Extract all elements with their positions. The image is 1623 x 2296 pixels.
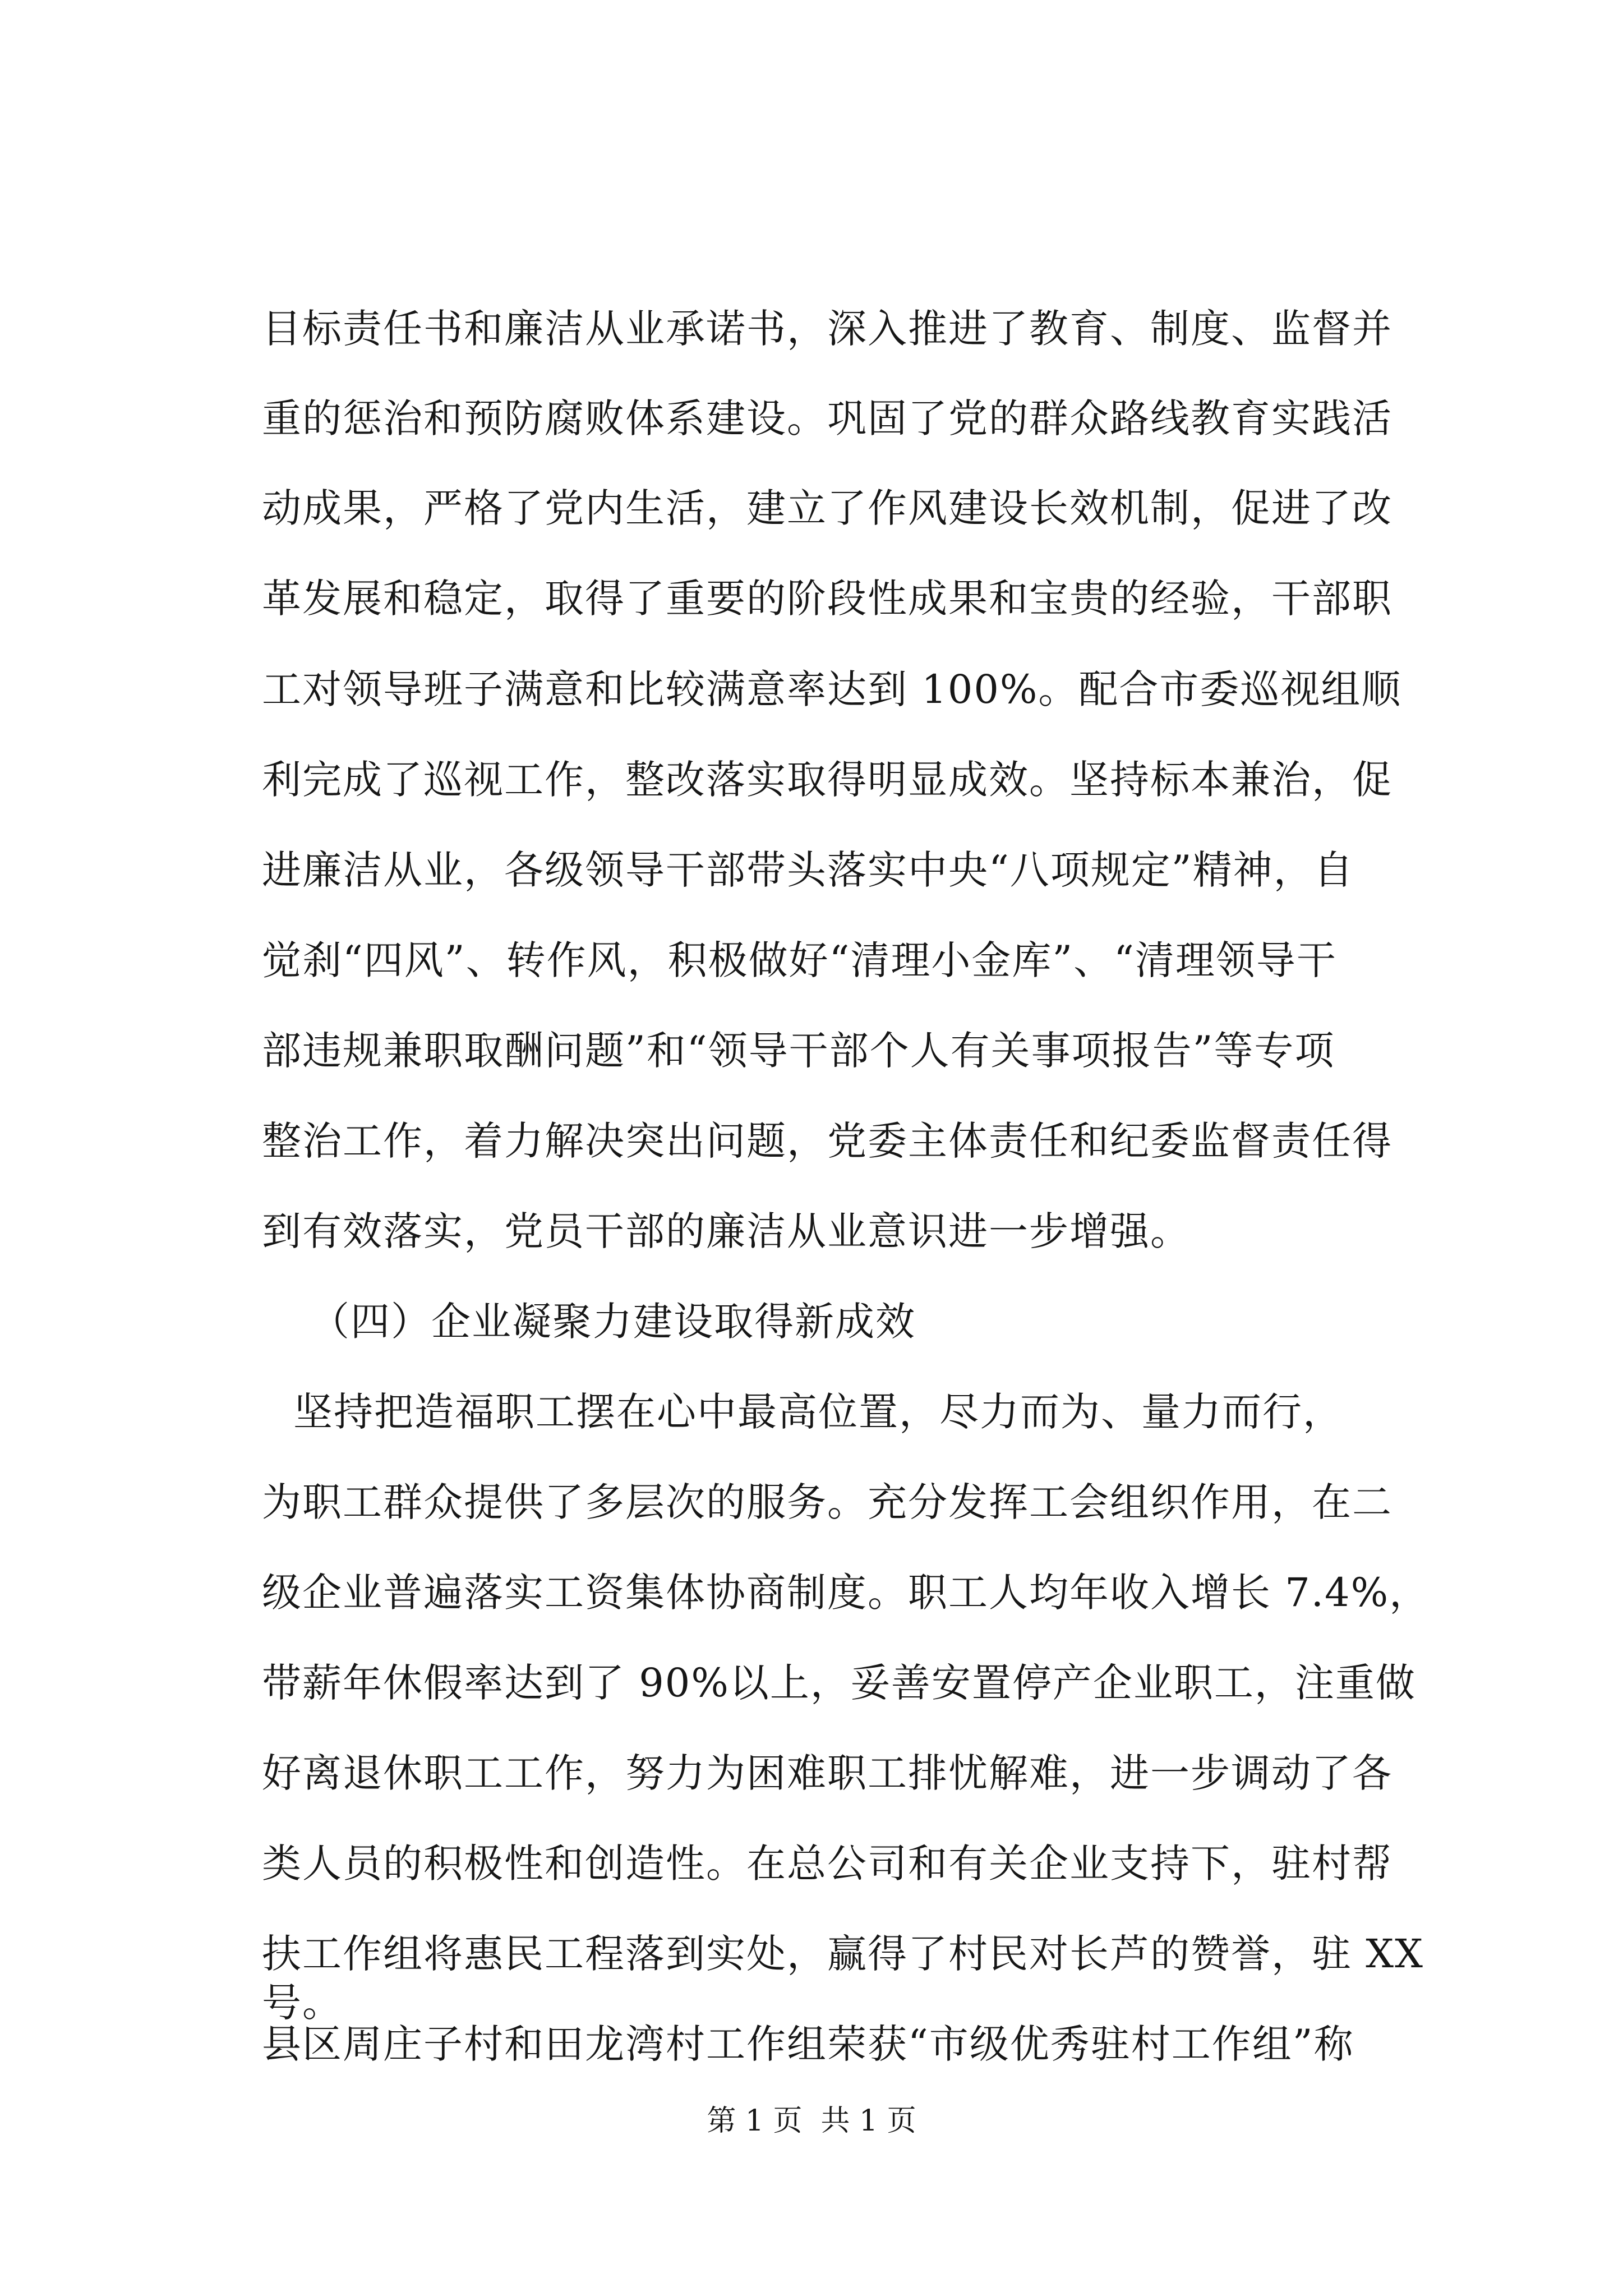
paragraph-1-line-10: 整治工作，着力解决突出问题，党委主体责任和纪委监督责任得 (262, 1118, 1393, 1164)
paragraph-1-line-11: 到有效落实，党员干部的廉洁从业意识进一步增强。 (262, 1208, 1191, 1254)
paragraph-1-line-6: 利完成了巡视工作，整改落实取得明显成效。坚持标本兼治，促 (262, 757, 1393, 803)
paragraph-2-line-9: 号。 (262, 1980, 343, 2026)
paragraph-2-line-1: 坚持把造福职工摆在心中最高位置，尽力而为、量力而行， (293, 1389, 1343, 1435)
paragraph-2-line-7: 扶工作组将惠民工程落到实处，赢得了村民对长芦的赞誉，驻 XX (262, 1931, 1424, 1977)
paragraph-1-line-2: 重的惩治和预防腐败体系建设。巩固了党的群众路线教育实践活 (262, 395, 1393, 441)
page-number-footer: 第 1 页 共 1 页 (707, 2104, 916, 2138)
paragraph-2-line-5: 好离退休职工工作，努力为困难职工排忧解难，进一步调动了各 (262, 1750, 1393, 1796)
paragraph-1-line-9: 部违规兼职取酬问题”和“领导干部个人有关事项报告”等专项 (262, 1028, 1335, 1074)
paragraph-2-line-6: 类人员的积极性和创造性。在总公司和有关企业支持下，驻村帮 (262, 1841, 1393, 1887)
paragraph-2-line-4: 带薪年休假率达到了 90%以上，妥善安置停产企业职工，注重做 (262, 1660, 1416, 1706)
paragraph-1-line-5: 工对领导班子满意和比较满意率达到 100%。配合市委巡视组顺 (262, 666, 1402, 712)
section-heading: （四）企业凝聚力建设取得新成效 (310, 1299, 916, 1345)
paragraph-2-line-8: 县区周庄子村和田龙湾村工作组荣获“市级优秀驻村工作组”称 (262, 2021, 1354, 2067)
paragraph-1-line-8: 觉刹“四风”、转作风，积极做好“清理小金库”、“清理领导干 (262, 937, 1337, 983)
paragraph-1-line-4: 革发展和稳定，取得了重要的阶段性成果和宝贵的经验，干部职 (262, 576, 1393, 622)
paragraph-2-line-2: 为职工群众提供了多层次的服务。充分发挥工会组织作用，在二 (262, 1479, 1393, 1525)
paragraph-1-line-1: 目标责任书和廉洁从业承诺书，深入推进了教育、制度、监督并 (262, 306, 1393, 352)
paragraph-1-line-7: 进廉洁从业，各级领导干部带头落实中央“八项规定”精神，自 (262, 847, 1354, 893)
paragraph-1-line-3: 动成果，严格了党内生活，建立了作风建设长效机制，促进了改 (262, 485, 1393, 531)
paragraph-2-line-3: 级企业普遍落实工资集体协商制度。职工人均年收入增长 7.4%， (262, 1570, 1430, 1616)
